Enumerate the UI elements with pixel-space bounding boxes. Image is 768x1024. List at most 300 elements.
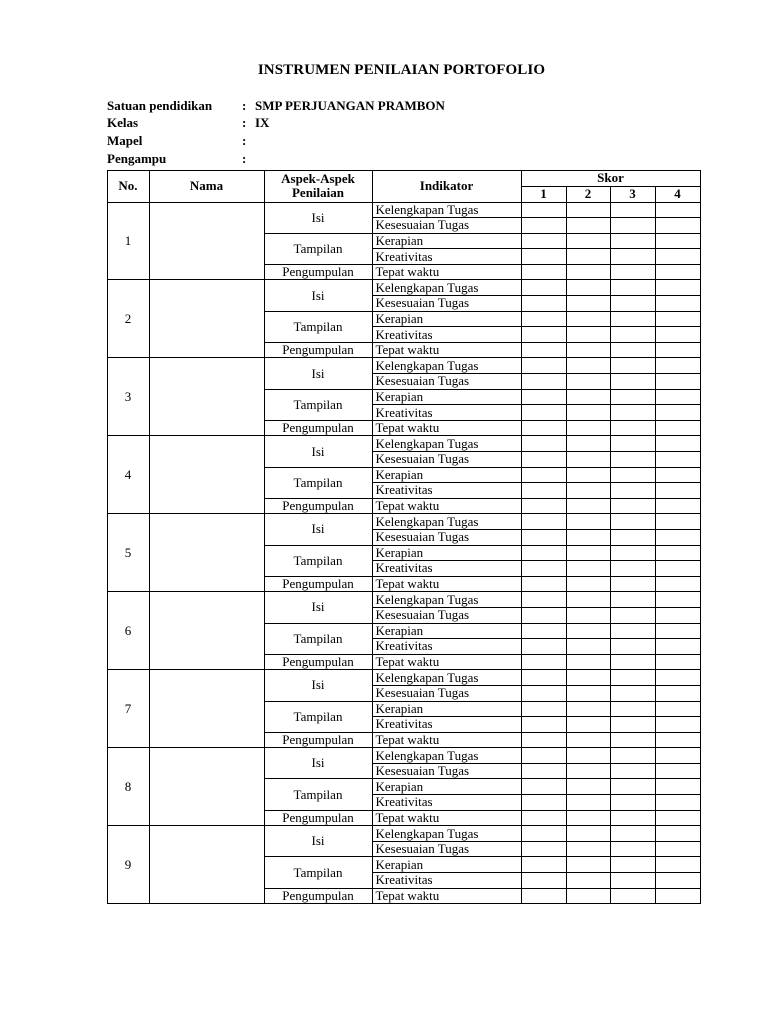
score-cell[interactable] xyxy=(521,498,566,514)
aspect-cell: Isi xyxy=(264,202,372,233)
indicator-cell: Tepat waktu xyxy=(372,810,521,826)
name-cell[interactable] xyxy=(149,280,264,358)
table-row xyxy=(107,670,700,686)
indicator-cell: Kreativitas xyxy=(372,561,521,577)
score-cell[interactable] xyxy=(521,685,566,701)
score-cell[interactable] xyxy=(566,748,610,764)
score-cell[interactable] xyxy=(655,841,700,857)
score-cell[interactable] xyxy=(610,592,655,608)
score-cell[interactable] xyxy=(610,561,655,577)
indicator-cell: Tepat waktu xyxy=(372,420,521,436)
aspect-cell: Tampilan xyxy=(264,467,372,498)
score-cell[interactable] xyxy=(566,873,610,889)
score-cell[interactable] xyxy=(655,873,700,889)
indicator-cell: Kerapian xyxy=(372,545,521,561)
score-cell[interactable] xyxy=(521,607,566,623)
score-cell[interactable] xyxy=(655,670,700,686)
score-cell[interactable] xyxy=(521,405,566,421)
score-cell[interactable] xyxy=(521,296,566,312)
score-cell[interactable] xyxy=(521,311,566,327)
score-cell[interactable] xyxy=(521,639,566,655)
score-cell[interactable] xyxy=(610,732,655,748)
table-row xyxy=(107,748,700,764)
score-cell[interactable] xyxy=(610,218,655,234)
score-cell[interactable] xyxy=(655,514,700,530)
score-cell[interactable] xyxy=(521,763,566,779)
meta-colon: : xyxy=(242,150,247,166)
score-cell[interactable] xyxy=(566,607,610,623)
score-cell[interactable] xyxy=(655,483,700,499)
row-number: 7 xyxy=(107,670,149,748)
score-cell[interactable] xyxy=(610,436,655,452)
meta-info xyxy=(107,97,445,167)
score-cell[interactable] xyxy=(521,748,566,764)
score-cell[interactable] xyxy=(566,576,610,592)
meta-value: SMP PERJUANGAN PRAMBON xyxy=(255,97,445,113)
indicator-cell: Kreativitas xyxy=(372,327,521,343)
score-cell[interactable] xyxy=(521,545,566,561)
aspect-cell: Isi xyxy=(264,670,372,701)
score-cell[interactable] xyxy=(566,857,610,873)
score-cell[interactable] xyxy=(566,389,610,405)
score-cell[interactable] xyxy=(521,420,566,436)
indicator-cell: Kerapian xyxy=(372,701,521,717)
header-skor-4: 4 xyxy=(655,186,700,202)
meta-value xyxy=(255,132,445,150)
header-aspek: Aspek-Aspek Penilaian xyxy=(264,170,372,202)
score-cell[interactable] xyxy=(566,623,610,639)
score-cell[interactable] xyxy=(521,654,566,670)
score-cell[interactable] xyxy=(566,685,610,701)
indicator-cell: Kelengkapan Tugas xyxy=(372,748,521,764)
score-cell[interactable] xyxy=(610,249,655,265)
name-cell[interactable] xyxy=(149,202,264,280)
score-cell[interactable] xyxy=(610,748,655,764)
score-cell[interactable] xyxy=(655,654,700,670)
row-number: 3 xyxy=(107,358,149,436)
score-cell[interactable] xyxy=(521,327,566,343)
score-cell[interactable] xyxy=(610,779,655,795)
score-cell[interactable] xyxy=(655,779,700,795)
score-cell[interactable] xyxy=(521,452,566,468)
score-cell[interactable] xyxy=(610,873,655,889)
table-row xyxy=(107,592,700,608)
score-cell[interactable] xyxy=(521,389,566,405)
name-cell[interactable] xyxy=(149,358,264,436)
table-row xyxy=(107,826,700,842)
meta-colon: : xyxy=(242,132,247,148)
score-cell[interactable] xyxy=(521,732,566,748)
aspect-cell: Tampilan xyxy=(264,701,372,732)
score-cell[interactable] xyxy=(566,514,610,530)
score-cell[interactable] xyxy=(521,779,566,795)
score-cell[interactable] xyxy=(521,342,566,358)
indicator-cell: Kesesuaian Tugas xyxy=(372,452,521,468)
score-cell[interactable] xyxy=(655,732,700,748)
indicator-cell: Kesesuaian Tugas xyxy=(372,685,521,701)
score-cell[interactable] xyxy=(566,218,610,234)
aspect-cell: Isi xyxy=(264,592,372,623)
score-cell[interactable] xyxy=(521,529,566,545)
score-cell[interactable] xyxy=(566,561,610,577)
indicator-cell: Kreativitas xyxy=(372,717,521,733)
score-cell[interactable] xyxy=(610,358,655,374)
meta-row xyxy=(107,97,445,115)
score-cell[interactable] xyxy=(566,810,610,826)
aspect-cell: Isi xyxy=(264,280,372,311)
aspect-cell: Pengumpulan xyxy=(264,576,372,592)
row-number: 6 xyxy=(107,592,149,670)
indicator-cell: Kreativitas xyxy=(372,405,521,421)
score-cell[interactable] xyxy=(610,311,655,327)
indicator-cell: Kelengkapan Tugas xyxy=(372,592,521,608)
score-cell[interactable] xyxy=(655,685,700,701)
score-cell[interactable] xyxy=(610,498,655,514)
score-cell[interactable] xyxy=(655,748,700,764)
meta-label: Kelas xyxy=(107,115,139,131)
score-cell[interactable] xyxy=(521,592,566,608)
score-cell[interactable] xyxy=(655,592,700,608)
header-skor-2: 2 xyxy=(566,186,610,202)
score-cell[interactable] xyxy=(610,670,655,686)
indicator-cell: Kesesuaian Tugas xyxy=(372,529,521,545)
score-cell[interactable] xyxy=(566,420,610,436)
indicator-cell: Kesesuaian Tugas xyxy=(372,607,521,623)
score-cell[interactable] xyxy=(655,389,700,405)
aspect-cell: Isi xyxy=(264,514,372,545)
row-number: 9 xyxy=(107,826,149,904)
score-cell[interactable] xyxy=(610,685,655,701)
aspect-cell: Pengumpulan xyxy=(264,888,372,904)
score-cell[interactable] xyxy=(566,327,610,343)
score-cell[interactable] xyxy=(655,342,700,358)
indicator-cell: Kreativitas xyxy=(372,249,521,265)
score-cell[interactable] xyxy=(521,701,566,717)
score-cell[interactable] xyxy=(655,202,700,218)
name-cell[interactable] xyxy=(149,514,264,592)
score-cell[interactable] xyxy=(521,436,566,452)
score-cell[interactable] xyxy=(610,841,655,857)
score-cell[interactable] xyxy=(566,436,610,452)
score-cell[interactable] xyxy=(655,420,700,436)
score-cell[interactable] xyxy=(521,218,566,234)
aspect-cell: Tampilan xyxy=(264,623,372,654)
indicator-cell: Tepat waktu xyxy=(372,264,521,280)
score-cell[interactable] xyxy=(610,607,655,623)
header-indikator: Indikator xyxy=(372,170,521,202)
score-cell[interactable] xyxy=(566,654,610,670)
score-cell[interactable] xyxy=(566,233,610,249)
score-cell[interactable] xyxy=(610,296,655,312)
score-cell[interactable] xyxy=(610,280,655,296)
score-cell[interactable] xyxy=(521,358,566,374)
indicator-cell: Kelengkapan Tugas xyxy=(372,280,521,296)
score-cell[interactable] xyxy=(610,545,655,561)
score-cell[interactable] xyxy=(610,420,655,436)
score-cell[interactable] xyxy=(610,452,655,468)
score-cell[interactable] xyxy=(566,467,610,483)
aspect-cell: Pengumpulan xyxy=(264,264,372,280)
score-cell[interactable] xyxy=(521,467,566,483)
score-cell[interactable] xyxy=(655,264,700,280)
score-cell[interactable] xyxy=(566,342,610,358)
indicator-cell: Kesesuaian Tugas xyxy=(372,296,521,312)
score-cell[interactable] xyxy=(521,202,566,218)
score-cell[interactable] xyxy=(655,623,700,639)
score-cell[interactable] xyxy=(610,233,655,249)
score-cell[interactable] xyxy=(610,202,655,218)
aspect-cell: Pengumpulan xyxy=(264,654,372,670)
score-cell[interactable] xyxy=(655,405,700,421)
score-cell[interactable] xyxy=(610,763,655,779)
score-cell[interactable] xyxy=(655,529,700,545)
aspect-cell: Pengumpulan xyxy=(264,732,372,748)
score-cell[interactable] xyxy=(521,233,566,249)
score-cell[interactable] xyxy=(521,264,566,280)
aspect-cell: Tampilan xyxy=(264,857,372,888)
aspect-cell: Isi xyxy=(264,748,372,779)
score-cell[interactable] xyxy=(655,888,700,904)
score-cell[interactable] xyxy=(566,498,610,514)
score-cell[interactable] xyxy=(655,233,700,249)
score-cell[interactable] xyxy=(566,374,610,390)
aspect-cell: Tampilan xyxy=(264,233,372,264)
meta-label: Mapel xyxy=(107,132,143,148)
aspect-cell: Isi xyxy=(264,358,372,389)
score-cell[interactable] xyxy=(655,607,700,623)
score-cell[interactable] xyxy=(566,795,610,811)
score-cell[interactable] xyxy=(655,576,700,592)
name-cell[interactable] xyxy=(149,670,264,748)
row-number: 5 xyxy=(107,514,149,592)
indicator-cell: Tepat waktu xyxy=(372,342,521,358)
score-cell[interactable] xyxy=(610,342,655,358)
score-cell[interactable] xyxy=(566,405,610,421)
score-cell[interactable] xyxy=(655,249,700,265)
score-cell[interactable] xyxy=(655,545,700,561)
score-cell[interactable] xyxy=(655,452,700,468)
score-cell[interactable] xyxy=(610,826,655,842)
score-cell[interactable] xyxy=(521,249,566,265)
score-cell[interactable] xyxy=(521,717,566,733)
indicator-cell: Kreativitas xyxy=(372,483,521,499)
score-cell[interactable] xyxy=(610,795,655,811)
score-cell[interactable] xyxy=(655,639,700,655)
score-cell[interactable] xyxy=(610,654,655,670)
indicator-cell: Kelengkapan Tugas xyxy=(372,670,521,686)
score-cell[interactable] xyxy=(521,826,566,842)
indicator-cell: Kerapian xyxy=(372,467,521,483)
score-cell[interactable] xyxy=(566,670,610,686)
score-cell[interactable] xyxy=(521,623,566,639)
score-cell[interactable] xyxy=(566,639,610,655)
score-cell[interactable] xyxy=(566,311,610,327)
score-cell[interactable] xyxy=(655,810,700,826)
row-number: 8 xyxy=(107,748,149,826)
score-cell[interactable] xyxy=(521,857,566,873)
indicator-cell: Kerapian xyxy=(372,233,521,249)
score-cell[interactable] xyxy=(521,374,566,390)
score-cell[interactable] xyxy=(521,483,566,499)
table-row xyxy=(107,202,700,218)
aspect-cell: Tampilan xyxy=(264,779,372,810)
meta-label: Pengampu xyxy=(107,150,167,166)
meta-label: Satuan pendidikan xyxy=(107,97,213,113)
score-cell[interactable] xyxy=(610,514,655,530)
header-skor: Skor xyxy=(521,170,700,186)
score-cell[interactable] xyxy=(566,763,610,779)
indicator-cell: Kreativitas xyxy=(372,873,521,889)
score-cell[interactable] xyxy=(521,841,566,857)
score-cell[interactable] xyxy=(610,467,655,483)
score-cell[interactable] xyxy=(521,280,566,296)
score-cell[interactable] xyxy=(655,374,700,390)
table-row xyxy=(107,436,700,452)
score-cell[interactable] xyxy=(655,701,700,717)
indicator-cell: Tepat waktu xyxy=(372,732,521,748)
name-cell[interactable] xyxy=(149,592,264,670)
score-cell[interactable] xyxy=(655,763,700,779)
indicator-cell: Kreativitas xyxy=(372,639,521,655)
score-cell[interactable] xyxy=(566,280,610,296)
meta-colon: : xyxy=(242,115,247,131)
indicator-cell: Kerapian xyxy=(372,857,521,873)
aspect-cell: Isi xyxy=(264,436,372,467)
score-cell[interactable] xyxy=(655,311,700,327)
header-skor-1: 1 xyxy=(521,186,566,202)
score-cell[interactable] xyxy=(655,498,700,514)
score-cell[interactable] xyxy=(610,717,655,733)
indicator-cell: Kesesuaian Tugas xyxy=(372,841,521,857)
indicator-cell: Tepat waktu xyxy=(372,576,521,592)
score-cell[interactable] xyxy=(655,795,700,811)
score-cell[interactable] xyxy=(655,857,700,873)
indicator-cell: Kelengkapan Tugas xyxy=(372,826,521,842)
meta-colon: : xyxy=(242,97,247,113)
assessment-table xyxy=(107,170,701,905)
score-cell[interactable] xyxy=(566,592,610,608)
score-cell[interactable] xyxy=(610,701,655,717)
score-cell[interactable] xyxy=(610,374,655,390)
indicator-cell: Kelengkapan Tugas xyxy=(372,358,521,374)
aspect-cell: Pengumpulan xyxy=(264,420,372,436)
score-cell[interactable] xyxy=(521,888,566,904)
score-cell[interactable] xyxy=(655,358,700,374)
meta-value: IX xyxy=(255,115,270,131)
header-skor-3: 3 xyxy=(610,186,655,202)
aspect-cell: Pengumpulan xyxy=(264,342,372,358)
score-cell[interactable] xyxy=(566,264,610,280)
indicator-cell: Kelengkapan Tugas xyxy=(372,514,521,530)
score-cell[interactable] xyxy=(566,717,610,733)
indicator-cell: Tepat waktu xyxy=(372,654,521,670)
score-cell[interactable] xyxy=(566,545,610,561)
indicator-cell: Kesesuaian Tugas xyxy=(372,374,521,390)
aspect-cell: Isi xyxy=(264,826,372,857)
indicator-cell: Kerapian xyxy=(372,389,521,405)
aspect-cell: Pengumpulan xyxy=(264,810,372,826)
score-cell[interactable] xyxy=(566,888,610,904)
score-cell[interactable] xyxy=(521,670,566,686)
meta-row xyxy=(107,115,445,133)
indicator-cell: Kreativitas xyxy=(372,795,521,811)
score-cell[interactable] xyxy=(566,841,610,857)
score-cell[interactable] xyxy=(566,452,610,468)
score-cell[interactable] xyxy=(610,576,655,592)
score-cell[interactable] xyxy=(610,483,655,499)
score-cell[interactable] xyxy=(610,405,655,421)
score-cell[interactable] xyxy=(610,857,655,873)
score-cell[interactable] xyxy=(655,296,700,312)
aspect-cell: Tampilan xyxy=(264,389,372,420)
aspect-cell: Tampilan xyxy=(264,311,372,342)
score-cell[interactable] xyxy=(610,639,655,655)
score-cell[interactable] xyxy=(610,888,655,904)
score-cell[interactable] xyxy=(521,873,566,889)
meta-row xyxy=(107,132,445,150)
score-cell[interactable] xyxy=(521,514,566,530)
score-cell[interactable] xyxy=(610,389,655,405)
score-cell[interactable] xyxy=(610,529,655,545)
name-cell[interactable] xyxy=(149,748,264,826)
score-cell[interactable] xyxy=(566,779,610,795)
score-cell[interactable] xyxy=(566,358,610,374)
score-cell[interactable] xyxy=(566,701,610,717)
indicator-cell: Kelengkapan Tugas xyxy=(372,202,521,218)
document-title: INSTRUMEN PENILAIAN PORTOFOLIO xyxy=(257,62,546,78)
score-cell[interactable] xyxy=(521,561,566,577)
score-cell[interactable] xyxy=(655,436,700,452)
table-row xyxy=(107,358,700,374)
row-number: 2 xyxy=(107,280,149,358)
aspect-cell: Pengumpulan xyxy=(264,498,372,514)
score-cell[interactable] xyxy=(610,810,655,826)
header-nama: Nama xyxy=(149,170,264,202)
score-cell[interactable] xyxy=(566,483,610,499)
meta-row xyxy=(107,150,445,168)
score-cell[interactable] xyxy=(610,327,655,343)
name-cell[interactable] xyxy=(149,826,264,904)
indicator-cell: Tepat waktu xyxy=(372,888,521,904)
score-cell[interactable] xyxy=(655,280,700,296)
score-cell[interactable] xyxy=(610,264,655,280)
table-row xyxy=(107,514,700,530)
row-number: 1 xyxy=(107,202,149,280)
score-cell[interactable] xyxy=(655,218,700,234)
score-cell[interactable] xyxy=(566,826,610,842)
score-cell[interactable] xyxy=(655,467,700,483)
score-cell[interactable] xyxy=(566,529,610,545)
score-cell[interactable] xyxy=(655,561,700,577)
header-no: No. xyxy=(107,170,149,202)
score-cell[interactable] xyxy=(566,249,610,265)
score-cell[interactable] xyxy=(610,623,655,639)
score-cell[interactable] xyxy=(655,327,700,343)
indicator-cell: Kerapian xyxy=(372,311,521,327)
score-cell[interactable] xyxy=(521,810,566,826)
score-cell[interactable] xyxy=(566,296,610,312)
aspect-cell: Tampilan xyxy=(264,545,372,576)
score-cell[interactable] xyxy=(521,795,566,811)
meta-value xyxy=(255,150,445,168)
name-cell[interactable] xyxy=(149,436,264,514)
score-cell[interactable] xyxy=(521,576,566,592)
score-cell[interactable] xyxy=(655,826,700,842)
indicator-cell: Tepat waktu xyxy=(372,498,521,514)
score-cell[interactable] xyxy=(655,717,700,733)
score-cell[interactable] xyxy=(566,732,610,748)
score-cell[interactable] xyxy=(566,202,610,218)
